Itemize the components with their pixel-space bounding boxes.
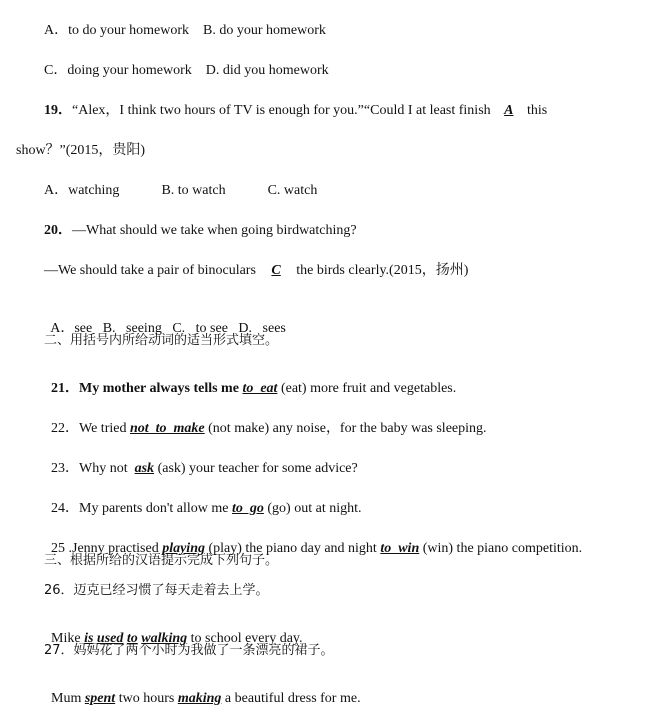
q18-options-row1 [44, 22, 326, 40]
q23-answer: ask [134, 461, 155, 476]
q20-text1: —What should we take when going birdwatching? [72, 223, 357, 238]
q19-options [44, 182, 317, 200]
q24-post: (go) out at night. [263, 501, 362, 516]
q23 [44, 442, 358, 478]
q22-pre: 22．We tried [51, 421, 130, 436]
q25-answer2: to win [380, 541, 420, 556]
q22 [44, 402, 487, 438]
q23-post: (ask) your teacher for some advice? [154, 461, 358, 476]
q21-answer: to eat [242, 381, 278, 396]
q20-text2: —We should take a pair of binoculars [44, 263, 260, 278]
q27-answer-line [44, 672, 361, 708]
q20-line1 [44, 222, 357, 240]
q26-pre: Mike [51, 631, 85, 646]
q20-answer: C [271, 263, 281, 278]
q21 [44, 362, 456, 398]
q24-answer: to go [232, 501, 264, 516]
q22-post: (not make) any noise，for the baby was sleeping. [204, 421, 487, 436]
q19-option-a: A．watching [44, 183, 120, 198]
section2-heading: 二、用括号内所给动词的适当形式填空。 [44, 333, 279, 348]
q18-option-d: D. did you homework [205, 63, 329, 78]
q24-pre: 24．My parents don't allow me [51, 501, 232, 516]
q19-answer: A [504, 103, 514, 118]
q20-text3: the birds clearly.(2015，扬州) [292, 263, 469, 278]
q20-number: 20． [44, 223, 72, 238]
q19-option-c: C. watch [267, 183, 318, 198]
q27-answer-spent: spent [84, 691, 116, 706]
q27-post: a beautiful dress for me. [221, 691, 361, 706]
q27-answer-making: making [177, 691, 222, 706]
q19-option-b: B. to watch [161, 183, 226, 198]
q18-option-a: A．to do your homework [44, 23, 190, 38]
q18-options-row2 [44, 62, 329, 80]
q19-text2: this [523, 103, 548, 118]
q26-answer-is: is [84, 631, 94, 646]
q20-options-text: A．see B. seeing C. to see D. sees [50, 321, 286, 336]
q25-answer1: playing [162, 541, 205, 556]
q21-pre: 21．My mother always tells me [51, 381, 243, 396]
q26-post: to school every day. [187, 631, 303, 646]
q20-line2 [44, 262, 468, 280]
q26-prompt: 26．迈克已经习惯了每天走着去上学。 [44, 583, 269, 598]
q18-option-b: B. do your homework [203, 23, 326, 38]
q21-post: (eat) more fruit and vegetables. [277, 381, 457, 396]
section3-heading: 三、根据所给的汉语提示完成下列句子。 [44, 553, 279, 568]
q19-line2 [16, 142, 145, 160]
q22-answer: not to make [129, 421, 205, 436]
q26-answer-to: to [126, 631, 138, 646]
q19-line1 [44, 102, 547, 120]
q19-text1: “Alex，I think two hours of TV is enough for you.”“Could I at least finish [72, 103, 495, 118]
q23-pre: 23．Why not [51, 461, 135, 476]
q19-text3: show？”(2015，贵阳) [16, 143, 146, 158]
q19-number: 19． [44, 103, 72, 118]
q26-answer-walking: walking [141, 631, 188, 646]
q27-prompt: 27．妈妈花了两个小时为我做了一条漂亮的裙子。 [44, 643, 334, 658]
q26-answer-used: used [96, 631, 124, 646]
q18-option-c: C．doing your homework [44, 63, 192, 78]
q27-mid: two hours [115, 691, 178, 706]
q25-mid: (play) the piano day and night [204, 541, 381, 556]
q27-pre: Mum [51, 691, 85, 706]
q25-post: (win) the piano competition. [419, 541, 583, 556]
q25-pre: 25 .Jenny practised [51, 541, 163, 556]
q24 [44, 482, 362, 518]
